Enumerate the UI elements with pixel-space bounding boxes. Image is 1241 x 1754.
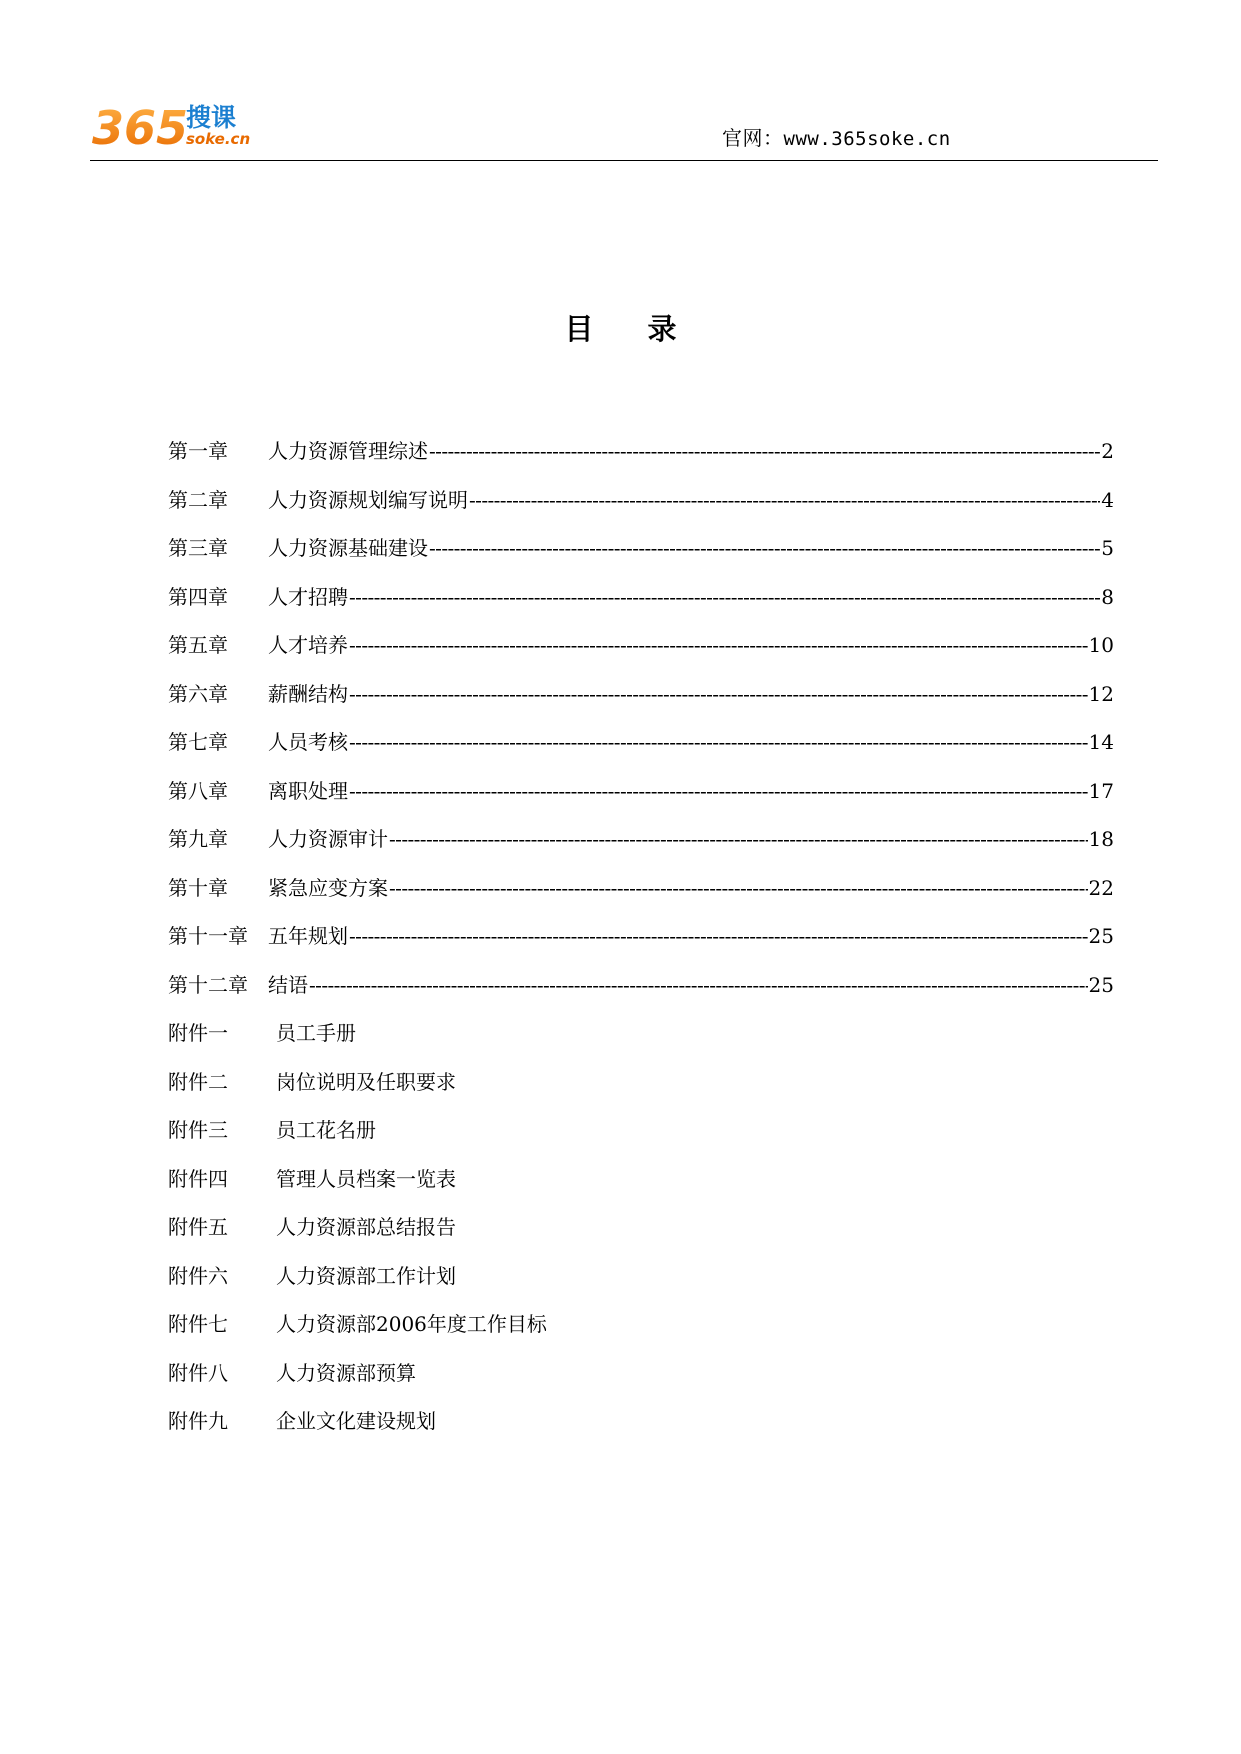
chapter-title: 人才培养 xyxy=(268,633,348,657)
appendix-title: 人力资源部2006年度工作目标 xyxy=(276,1312,547,1336)
chapter-number: 第十章 xyxy=(168,875,228,900)
dot-leader xyxy=(349,621,1088,670)
toc-chapter-entry[interactable] xyxy=(168,815,1114,864)
svg-text:搜课: 搜课 xyxy=(186,103,237,132)
dot-leader xyxy=(389,815,1088,864)
appendix-title: 人力资源部工作计划 xyxy=(276,1263,456,1288)
page-number: 5 xyxy=(1101,536,1114,560)
site-label: 官网： xyxy=(722,126,784,150)
appendix-title: 人力资源部总结报告 xyxy=(276,1215,456,1239)
chapter-title: 人力资源管理综述 xyxy=(268,439,428,463)
appendix-number: 附件七 xyxy=(168,1312,228,1336)
page-number: 4 xyxy=(1101,487,1114,512)
appendix-number: 附件一 xyxy=(168,1021,228,1045)
svg-text:365: 365 xyxy=(92,101,189,154)
appendix-number: 附件四 xyxy=(168,1166,228,1191)
chapter-list xyxy=(168,427,1114,1009)
chapter-number: 第八章 xyxy=(168,778,228,803)
appendix-title: 员工花名册 xyxy=(276,1118,376,1142)
chapter-number: 第七章 xyxy=(168,730,228,754)
chapter-title: 人力资源审计 xyxy=(268,827,388,851)
dot-leader xyxy=(349,767,1088,816)
chapter-number: 第十一章 xyxy=(168,924,248,948)
dot-leader xyxy=(429,524,1100,573)
toc-chapter-entry[interactable] xyxy=(168,476,1114,525)
dot-leader xyxy=(349,718,1088,767)
toc-chapter-entry[interactable] xyxy=(168,912,1114,961)
toc-appendix-entry[interactable] xyxy=(168,1397,1114,1446)
toc-chapter-entry[interactable] xyxy=(168,524,1114,573)
appendix-number: 附件九 xyxy=(168,1409,228,1433)
brand-logo[interactable] xyxy=(92,96,262,154)
site-url[interactable]: www.365soke.cn xyxy=(783,128,951,150)
toc-chapter-entry[interactable] xyxy=(168,573,1114,622)
toc-appendix-entry[interactable] xyxy=(168,1252,1114,1301)
dot-leader xyxy=(429,427,1100,476)
toc-chapter-entry[interactable] xyxy=(168,718,1114,767)
chapter-title: 五年规划 xyxy=(268,924,348,948)
chapter-number: 第四章 xyxy=(168,584,228,609)
appendix-list xyxy=(168,1009,1114,1446)
appendix-title: 员工手册 xyxy=(276,1021,356,1045)
dot-leader xyxy=(349,670,1088,719)
toc-appendix-entry[interactable] xyxy=(168,1009,1114,1058)
toc-chapter-entry[interactable] xyxy=(168,864,1114,913)
toc-appendix-entry[interactable] xyxy=(168,1155,1114,1204)
chapter-title: 人力资源规划编写说明 xyxy=(268,487,468,512)
toc-appendix-entry[interactable] xyxy=(168,1203,1114,1252)
page-number: 17 xyxy=(1088,778,1114,803)
chapter-number: 第二章 xyxy=(168,487,228,512)
page-number: 2 xyxy=(1101,439,1114,463)
dot-leader xyxy=(349,912,1088,961)
appendix-title: 企业文化建设规划 xyxy=(276,1409,436,1433)
chapter-title: 结语 xyxy=(268,972,308,997)
page-number: 25 xyxy=(1088,972,1114,997)
chapter-number: 第十二章 xyxy=(168,972,248,997)
dot-leader xyxy=(389,864,1088,913)
chapter-number: 第三章 xyxy=(168,536,228,560)
page-number: 25 xyxy=(1088,924,1114,948)
toc-appendix-entry[interactable] xyxy=(168,1106,1114,1155)
dot-leader xyxy=(469,476,1100,525)
chapter-title: 薪酬结构 xyxy=(268,681,348,706)
toc-chapter-entry[interactable] xyxy=(168,961,1114,1010)
page-number: 8 xyxy=(1101,584,1114,609)
appendix-title: 人力资源部预算 xyxy=(276,1360,416,1385)
chapter-number: 第一章 xyxy=(168,439,228,463)
toc-chapter-entry[interactable] xyxy=(168,621,1114,670)
chapter-number: 第五章 xyxy=(168,633,228,657)
page-number: 14 xyxy=(1088,730,1114,754)
toc-chapter-entry[interactable] xyxy=(168,427,1114,476)
page-title: 目 录 xyxy=(564,312,699,346)
page-number: 18 xyxy=(1088,827,1114,851)
toc-chapter-entry[interactable] xyxy=(168,767,1114,816)
appendix-number: 附件二 xyxy=(168,1069,228,1094)
chapter-title: 离职处理 xyxy=(268,778,348,803)
chapter-title: 紧急应变方案 xyxy=(268,875,388,900)
toc-chapter-entry[interactable] xyxy=(168,670,1114,719)
table-of-contents xyxy=(168,427,1114,1446)
dot-leader xyxy=(349,573,1100,622)
appendix-number: 附件五 xyxy=(168,1215,228,1239)
chapter-number: 第六章 xyxy=(168,681,228,706)
chapter-title: 人员考核 xyxy=(268,730,348,754)
chapter-title: 人力资源基础建设 xyxy=(268,536,428,560)
toc-appendix-entry[interactable] xyxy=(168,1058,1114,1107)
appendix-number: 附件三 xyxy=(168,1118,228,1142)
chapter-number: 第九章 xyxy=(168,827,228,851)
appendix-title: 岗位说明及任职要求 xyxy=(276,1069,456,1094)
svg-text:soke.cn: soke.cn xyxy=(186,130,251,148)
page-number: 22 xyxy=(1088,875,1114,900)
dot-leader xyxy=(309,961,1088,1010)
page-header xyxy=(90,96,1158,160)
logo-graphic xyxy=(92,96,262,154)
toc-appendix-entry[interactable] xyxy=(168,1300,1114,1349)
appendix-number: 附件八 xyxy=(168,1360,228,1385)
site-link[interactable] xyxy=(722,122,951,151)
toc-appendix-entry[interactable] xyxy=(168,1349,1114,1398)
appendix-number: 附件六 xyxy=(168,1263,228,1288)
page-number: 12 xyxy=(1088,681,1114,706)
header-divider xyxy=(90,160,1158,161)
page-number: 10 xyxy=(1088,633,1114,657)
appendix-title: 管理人员档案一览表 xyxy=(276,1166,456,1191)
chapter-title: 人才招聘 xyxy=(268,584,348,609)
